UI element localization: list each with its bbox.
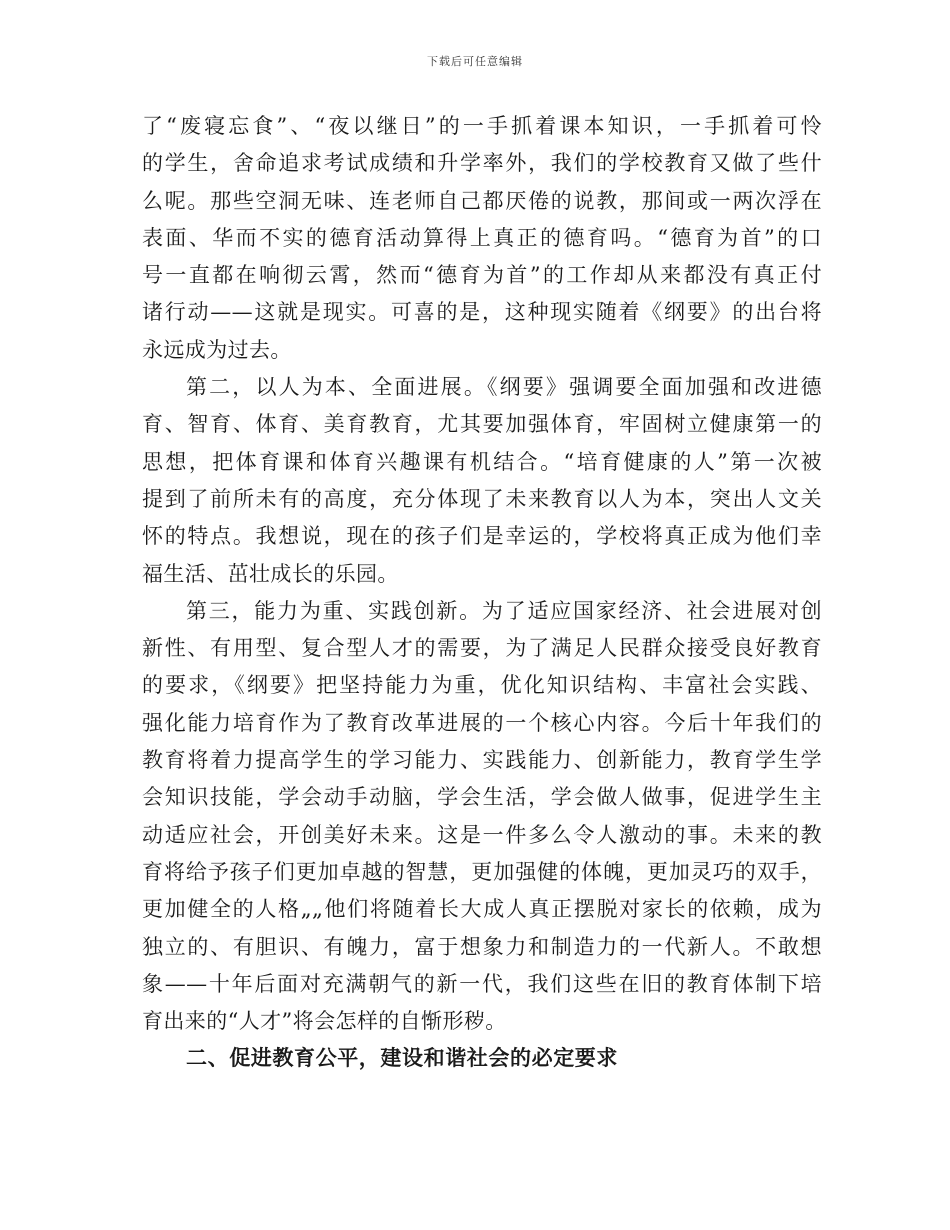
text-line: 诸行动——这就是现实。可喜的是，这种现实随着《纲要》的出台将 — [142, 300, 822, 325]
text-line: 更加健全的人格„„他们将随着长大成人真正摆脱对家长的依赖，成为 — [142, 897, 822, 922]
text-line: 福生活、茁壮成长的乐园。 — [142, 561, 399, 586]
text-line: 教育将着力提高学生的学习能力、实践能力、创新能力，教育学生学 — [142, 748, 822, 773]
paragraph-1 — [142, 108, 822, 369]
text-line: 动适应社会，开创美好未来。这是一件多么令人激动的事。未来的教 — [142, 822, 822, 847]
document-body — [142, 108, 822, 1078]
text-line: 新性、有用型、复合型人才的需要，为了满足人民群众接受良好教育 — [142, 636, 822, 661]
text-line: 第三，能力为重、实践创新。为了适应国家经济、社会进展对创 — [186, 598, 822, 623]
text-line: 育出来的“人才”将会怎样的自惭形秽。 — [142, 1009, 507, 1034]
text-line: 号一直都在响彻云霄，然而“德育为首”的工作却从来都没有真正付 — [142, 263, 822, 288]
text-line: 永远成为过去。 — [142, 337, 292, 362]
page-header: 下载后可任意编辑 — [427, 55, 523, 68]
text-line: 怀的特点。我想说，现在的孩子们是幸运的，学校将真正成为他们幸 — [142, 524, 822, 549]
text-line: 的要求，《纲要》把坚持能力为重，优化知识结构、丰富社会实践、 — [142, 673, 822, 698]
text-line: 的学生，舍命追求考试成绩和升学率外，我们的学校教育又做了些什 — [142, 151, 822, 176]
text-line: 思想，把体育课和体育兴趣课有机结合。“培育健康的人”第一次被 — [142, 449, 822, 474]
text-line: 强化能力培育作为了教育改革进展的一个核心内容。今后十年我们的 — [142, 710, 822, 735]
text-line: 么呢。那些空洞无味、连老师自己都厌倦的说教，那间或一两次浮在 — [142, 188, 822, 213]
section-heading: 二、促进教育公平，建设和谐社会的必定要求 — [186, 1046, 618, 1071]
text-line: 表面、华而不实的德育活动算得上真正的德育吗。“德育为首”的口 — [142, 225, 822, 250]
text-line: 了“废寝忘食”、“夜以继日”的一手抓着课本知识，一手抓着可怜 — [142, 114, 822, 138]
text-line: 育、智育、体育、美育教育，尤其要加强体育，牢固树立健康第一的 — [142, 412, 822, 437]
text-line: 象——十年后面对充满朝气的新一代，我们这些在旧的教育体制下培 — [142, 971, 822, 996]
text-line: 育将给予孩子们更加卓越的智慧，更加强健的体魄，更加灵巧的双手， — [142, 859, 822, 884]
text-line: 第二，以人为本、全面进展。《纲要》强调要全面加强和改进德 — [186, 375, 822, 400]
text-line: 会知识技能，学会动手动脑，学会生活，学会做人做事，促进学生主 — [142, 785, 822, 810]
text-line: 提到了前所未有的高度，充分体现了未来教育以人为本，突出人文关 — [142, 486, 822, 511]
paragraph-2 — [142, 369, 822, 593]
text-line: 独立的、有胆识、有魄力，富于想象力和制造力的一代新人。不敢想 — [142, 934, 822, 959]
paragraph-3 — [142, 593, 822, 1041]
